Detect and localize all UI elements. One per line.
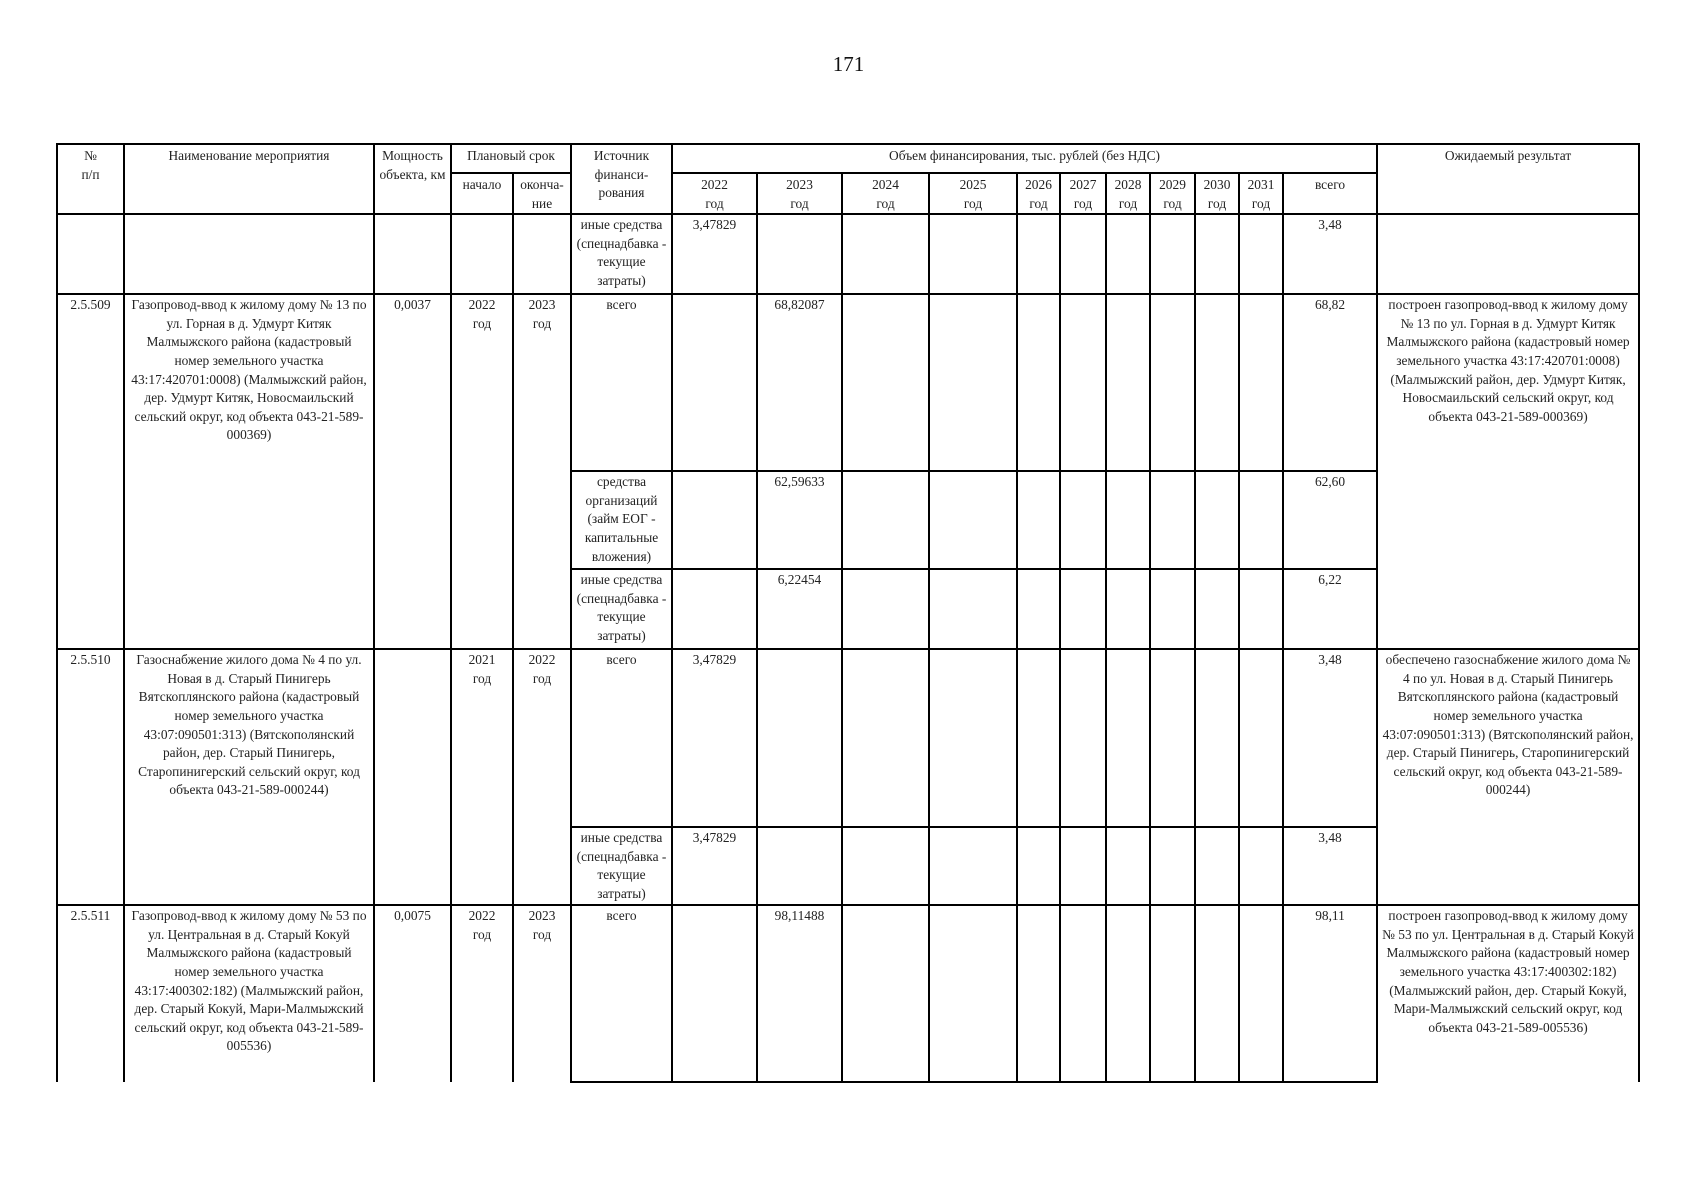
header-term: Плановый срок bbox=[451, 144, 571, 173]
year-unit: год bbox=[963, 195, 983, 211]
funding-2027 bbox=[1060, 214, 1106, 294]
funding-2028 bbox=[1106, 294, 1150, 471]
funding-2022 bbox=[672, 905, 757, 1082]
funding-2024 bbox=[842, 649, 929, 827]
funding-2031 bbox=[1239, 569, 1283, 649]
year-label: 2025 bbox=[959, 177, 987, 192]
year-label: 2028 bbox=[1114, 177, 1142, 192]
row-number bbox=[57, 214, 124, 294]
funding-2023 bbox=[757, 827, 842, 905]
expected-result: обеспечено газоснабжение жилого дома № 4 по ул. Новая в д. Старый Пинигерь Вятскоплянского района (кадастровый номер земельного участка 43:07:090501:313) (Вятскополянский район, дер. Старый Пинигерь, Старопинигерский сельский округ, код объекта 043-21-589-000244) bbox=[1377, 649, 1639, 905]
row-number: 2.5.509 bbox=[57, 294, 124, 649]
funding-2027 bbox=[1060, 905, 1106, 1082]
funding-2026 bbox=[1017, 649, 1060, 827]
funding-source: иные средства (спецнадбавка - текущие затраты) bbox=[571, 214, 672, 294]
funding-2030 bbox=[1195, 294, 1239, 471]
funding-2023: 6,22454 bbox=[757, 569, 842, 649]
table-row bbox=[57, 294, 1639, 471]
year-unit: год bbox=[1073, 195, 1093, 211]
funding-2027 bbox=[1060, 827, 1106, 905]
activity-name: Газопровод-ввод к жилому дому № 13 по ул. Горная в д. Удмурт Китяк Малмыжского района (кадастровый номер земельного участка 43:17:420701:0008) (Малмыжский район, дер. Удмурт Китяк, Новосмаильский сельский округ, код объекта 043-21-589-000369) bbox=[124, 294, 374, 649]
funding-2026 bbox=[1017, 569, 1060, 649]
funding-2028 bbox=[1106, 569, 1150, 649]
year-unit: год bbox=[1163, 195, 1182, 211]
funding-2026 bbox=[1017, 905, 1060, 1082]
row-number: 2.5.510 bbox=[57, 649, 124, 905]
funding-2025 bbox=[929, 214, 1017, 294]
funding-2031 bbox=[1239, 294, 1283, 471]
header-power: Мощность объекта, км bbox=[374, 144, 451, 214]
year-label: 2023 bbox=[786, 177, 813, 192]
funding-2026 bbox=[1017, 294, 1060, 471]
funding-2023: 68,82087 bbox=[757, 294, 842, 471]
table-body bbox=[57, 214, 1639, 1082]
funding-2026 bbox=[1017, 827, 1060, 905]
start-year: 2021 год bbox=[451, 649, 513, 905]
funding-table bbox=[56, 143, 1640, 1083]
funding-total: 68,82 bbox=[1283, 294, 1377, 471]
year-unit: год bbox=[876, 195, 895, 211]
funding-2026 bbox=[1017, 214, 1060, 294]
header-year-2028 bbox=[1106, 173, 1150, 214]
end-year: 2022 год bbox=[513, 649, 571, 905]
year-label: 2022 bbox=[701, 177, 728, 192]
funding-2024 bbox=[842, 471, 929, 569]
start-year bbox=[451, 214, 513, 294]
activity-name: Газопровод-ввод к жилому дому № 53 по ул. Центральная в д. Старый Кокуй Малмыжского района (кадастровый номер земельного участка 43:17:400302:182) (Малмыжский район, дер. Старый Кокуй, Мари-Малмыжский сельский округ, код объекта 043-21-589-005536) bbox=[124, 905, 374, 1082]
expected-result: построен газопровод-ввод к жилому дому № 53 по ул. Центральная в д. Старый Кокуй Малмыжского района (кадастровый номер земельного участка 43:17:400302:182) (Малмыжский район, дер. Старый Кокуй, Мари-Малмыжский сельский округ, код объекта 043-21-589-005536) bbox=[1377, 905, 1639, 1082]
start-year: 2022 год bbox=[451, 294, 513, 649]
header-year-2023 bbox=[757, 173, 842, 214]
funding-2029 bbox=[1150, 294, 1195, 471]
funding-2028 bbox=[1106, 649, 1150, 827]
header-year-2031 bbox=[1239, 173, 1283, 214]
table-row bbox=[57, 905, 1639, 1082]
funding-2031 bbox=[1239, 214, 1283, 294]
funding-2030 bbox=[1195, 649, 1239, 827]
year-unit: год bbox=[790, 195, 809, 211]
funding-2027 bbox=[1060, 569, 1106, 649]
object-capacity: 0,0037 bbox=[374, 294, 451, 649]
header-num: № п/п bbox=[57, 144, 124, 214]
object-capacity: 0,0075 bbox=[374, 905, 451, 1082]
year-label: 2031 bbox=[1247, 177, 1275, 192]
funding-source: всего bbox=[571, 649, 672, 827]
funding-2024 bbox=[842, 905, 929, 1082]
funding-2022 bbox=[672, 294, 757, 471]
funding-total: 3,48 bbox=[1283, 827, 1377, 905]
funding-2022: 3,47829 bbox=[672, 827, 757, 905]
header-year-2029 bbox=[1150, 173, 1195, 214]
funding-2030 bbox=[1195, 569, 1239, 649]
funding-2027 bbox=[1060, 294, 1106, 471]
expected-result: построен газопровод-ввод к жилому дому № 13 по ул. Горная в д. Удмурт Китяк Малмыжского района (кадастровый номер земельного участка 43:17:420701:0008) (Малмыжский район, дер. Удмурт Китяк, Новосмаильский сельский округ, код объекта 043-21-589-000369) bbox=[1377, 294, 1639, 649]
funding-2028 bbox=[1106, 214, 1150, 294]
funding-2030 bbox=[1195, 214, 1239, 294]
funding-2028 bbox=[1106, 471, 1150, 569]
year-label: 2027 bbox=[1069, 177, 1097, 192]
funding-2029 bbox=[1150, 649, 1195, 827]
start-year: 2022 год bbox=[451, 905, 513, 1082]
funding-2022 bbox=[672, 569, 757, 649]
funding-2029 bbox=[1150, 471, 1195, 569]
header-year-2025 bbox=[929, 173, 1017, 214]
year-unit: год bbox=[1207, 195, 1227, 211]
funding-2023 bbox=[757, 649, 842, 827]
funding-2031 bbox=[1239, 905, 1283, 1082]
funding-2029 bbox=[1150, 214, 1195, 294]
object-capacity bbox=[374, 649, 451, 905]
funding-2022: 3,47829 bbox=[672, 649, 757, 827]
funding-total: 98,11 bbox=[1283, 905, 1377, 1082]
header-result: Ожидаемый результат bbox=[1377, 144, 1639, 214]
funding-2031 bbox=[1239, 827, 1283, 905]
funding-total: 3,48 bbox=[1283, 214, 1377, 294]
funding-2027 bbox=[1060, 649, 1106, 827]
header-source: Источник финанси- рования bbox=[571, 144, 672, 214]
funding-2023: 62,59633 bbox=[757, 471, 842, 569]
header-year-2024 bbox=[842, 173, 929, 214]
funding-total: 6,22 bbox=[1283, 569, 1377, 649]
header-total: всего bbox=[1283, 173, 1377, 214]
object-capacity bbox=[374, 214, 451, 294]
header-year-2030 bbox=[1195, 173, 1239, 214]
page-number: 171 bbox=[832, 52, 865, 76]
funding-2027 bbox=[1060, 471, 1106, 569]
funding-source: иные средства (спецнадбавка - текущие затраты) bbox=[571, 569, 672, 649]
funding-2031 bbox=[1239, 471, 1283, 569]
header-funding: Объем финансирования, тыс. рублей (без НДС) bbox=[672, 144, 1377, 173]
funding-source: всего bbox=[571, 294, 672, 471]
year-label: 2029 bbox=[1159, 177, 1186, 192]
funding-2022: 3,47829 bbox=[672, 214, 757, 294]
funding-2028 bbox=[1106, 905, 1150, 1082]
table-row bbox=[57, 214, 1639, 294]
funding-2030 bbox=[1195, 905, 1239, 1082]
funding-source: средства организаций (займ ЕОГ - капитальные вложения) bbox=[571, 471, 672, 569]
year-label: 2026 bbox=[1025, 177, 1052, 192]
funding-2025 bbox=[929, 905, 1017, 1082]
activity-name: Газоснабжение жилого дома № 4 по ул. Новая в д. Старый Пинигерь Вятскоплянского района (кадастровый номер земельного участка 43:07:090501:313) (Вятскополянский район, дер. Старый Пинигерь, Старопинигерский сельский округ, код объекта 043-21-589-000244) bbox=[124, 649, 374, 905]
funding-2031 bbox=[1239, 649, 1283, 827]
end-year bbox=[513, 214, 571, 294]
funding-2024 bbox=[842, 827, 929, 905]
year-unit: год bbox=[1029, 195, 1048, 211]
funding-2030 bbox=[1195, 827, 1239, 905]
funding-total: 62,60 bbox=[1283, 471, 1377, 569]
end-year: 2023 год bbox=[513, 905, 571, 1082]
activity-name bbox=[124, 214, 374, 294]
header-year-2027 bbox=[1060, 173, 1106, 214]
funding-2023: 98,11488 bbox=[757, 905, 842, 1082]
header-year-2026 bbox=[1017, 173, 1060, 214]
funding-2029 bbox=[1150, 569, 1195, 649]
funding-2030 bbox=[1195, 471, 1239, 569]
funding-source: иные средства (спецнадбавка - текущие затраты) bbox=[571, 827, 672, 905]
year-unit: год bbox=[705, 195, 724, 211]
row-number: 2.5.511 bbox=[57, 905, 124, 1082]
funding-2022 bbox=[672, 471, 757, 569]
header-name: Наименование мероприятия bbox=[124, 144, 374, 214]
table-header bbox=[57, 144, 1639, 214]
funding-2029 bbox=[1150, 827, 1195, 905]
year-unit: год bbox=[1118, 195, 1138, 211]
funding-2024 bbox=[842, 214, 929, 294]
funding-source: всего bbox=[571, 905, 672, 1082]
funding-2025 bbox=[929, 471, 1017, 569]
expected-result bbox=[1377, 214, 1639, 294]
funding-2024 bbox=[842, 569, 929, 649]
funding-2028 bbox=[1106, 827, 1150, 905]
funding-2025 bbox=[929, 649, 1017, 827]
header-year-2022 bbox=[672, 173, 757, 214]
header-end: оконча- ние bbox=[513, 173, 571, 214]
funding-2026 bbox=[1017, 471, 1060, 569]
header-start: начало bbox=[451, 173, 513, 214]
funding-2024 bbox=[842, 294, 929, 471]
funding-total: 3,48 bbox=[1283, 649, 1377, 827]
year-label: 2024 bbox=[872, 177, 899, 192]
funding-2023 bbox=[757, 214, 842, 294]
year-label: 2030 bbox=[1203, 177, 1231, 192]
funding-2025 bbox=[929, 569, 1017, 649]
table-row bbox=[57, 649, 1639, 827]
funding-2025 bbox=[929, 294, 1017, 471]
funding-2025 bbox=[929, 827, 1017, 905]
year-unit: год bbox=[1251, 195, 1271, 211]
funding-2029 bbox=[1150, 905, 1195, 1082]
end-year: 2023 год bbox=[513, 294, 571, 649]
